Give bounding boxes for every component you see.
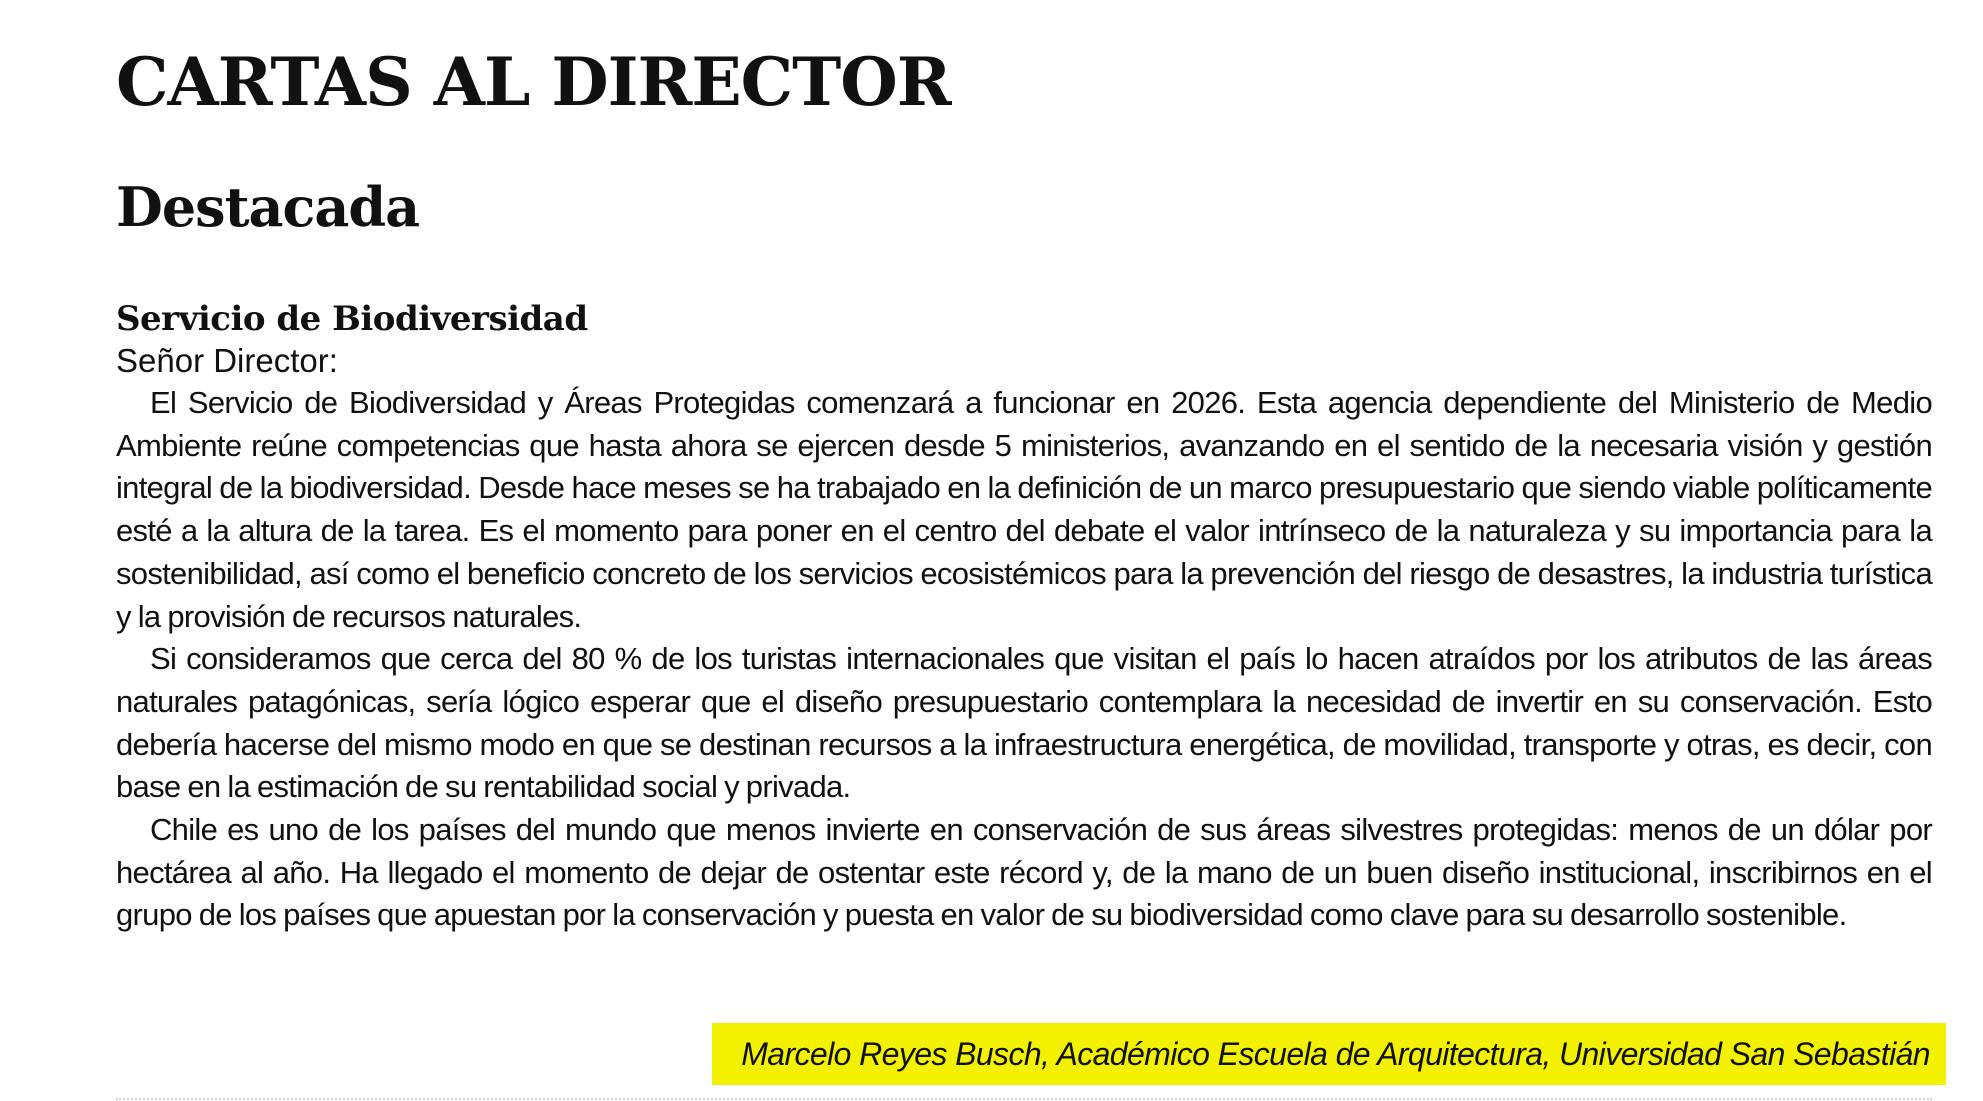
featured-label: Destacada (116, 175, 420, 239)
featured-letter (116, 296, 1932, 937)
bottom-divider (116, 1098, 1932, 1100)
section-title: CARTAS AL DIRECTOR (116, 43, 951, 121)
letter-title: Servicio de Biodiversidad (116, 299, 588, 339)
letter-signature: Marcelo Reyes Busch, Académico Escuela de Arquitectura, Universidad San Sebastián (741, 1036, 1930, 1072)
signature-highlight (712, 1023, 1946, 1085)
letter-paragraph-1: El Servicio de Biodiversidad y Áreas Protegidas comenzará a funcionar en 2026. Esta agencia dependiente del Ministerio de Medio Ambiente reúne competencias que hasta ahora se ejercen desde 5 ministerios, avanzando en el sentido de la necesaria visión y gestión integral de la biodiversidad. Desde hace meses se ha trabajado en la definición de un marco presupuestario que siendo viable políticamente esté a la altura de la tarea. Es el momento para poner en el centro del debate el valor intrínseco de la naturaleza y su importancia para la sostenibilidad, así como el beneficio concreto de los servicios ecosistémicos para la prevención del riesgo de desastres, la industria turística y la provisión de recursos naturales. (116, 385, 1932, 634)
letter-salutation: Señor Director: (116, 342, 338, 379)
letter-paragraph-3: Chile es uno de los países del mundo que menos invierte en conservación de sus áreas silvestres protegidas: menos de un dólar por hectárea al año. Ha llegado el momento de dejar de ostentar este récord y, de la mano de un buen diseño institucional, inscribirnos en el grupo de los países que apuestan por la conservación y puesta en valor de su biodiversidad como clave para su desarrollo sostenible. (116, 812, 1932, 933)
letter-paragraph-2: Si consideramos que cerca del 80 % de los turistas internacionales que visitan el país lo hacen atraídos por los atributos de las áreas naturales patagónicas, sería lógico esperar que el diseño presupuestario contemplara la necesidad de invertir en su conservación. Esto debería hacerse del mismo modo en que se destinan recursos a la infraestructura energética, de movilidad, transporte y otras, es decir, con base en la estimación de su rentabilidad social y privada. (116, 641, 1932, 805)
